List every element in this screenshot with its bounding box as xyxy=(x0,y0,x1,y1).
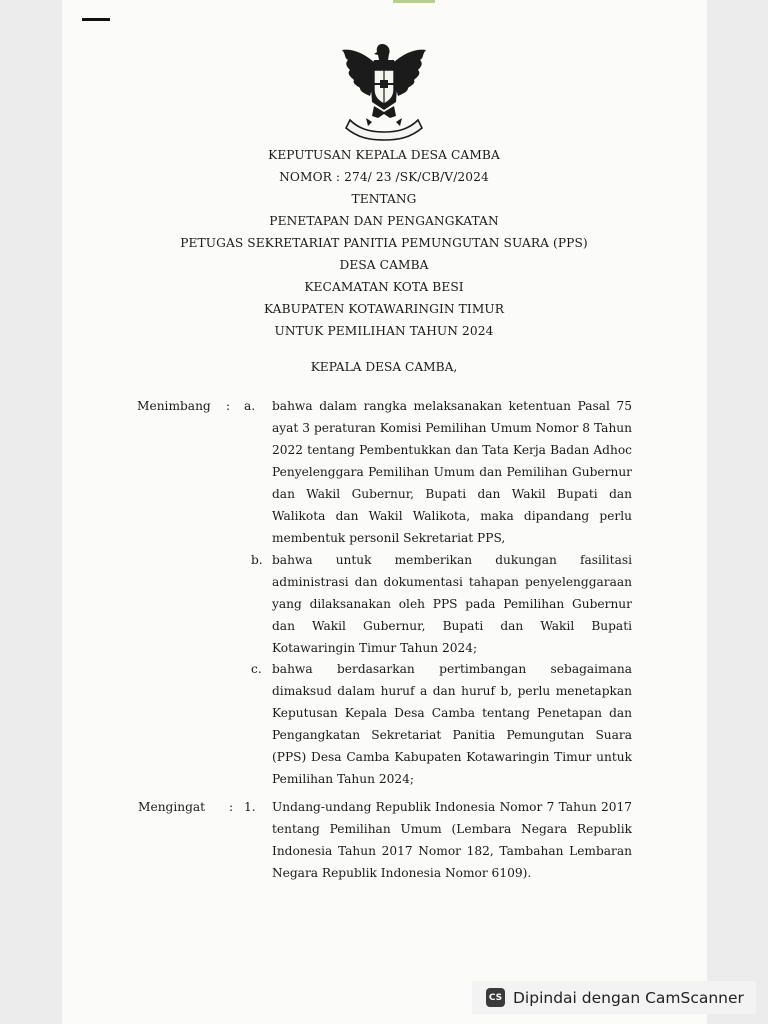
menimbang-item-a: bahwa dalam rangka melaksanakan ketentuan Pasal 75 ayat 3 peraturan Komisi Pemilihan Umum Nomor 8 Tahun 2022 tentang Pembentukkan dan Tata Kerja Badan Adhoc Penyelenggara Pemilihan Umum dan Pemilihan Gubernur dan Wakil Gubernur, Bupati dan Wakil Bupati dan Walikota dan Wakil Walikota, maka dipandang perlu membentuk personil Sekretariat PPS, xyxy=(272,399,632,545)
heading-line-subject-1: PENETAPAN DAN PENGANGKATAN xyxy=(269,214,499,228)
heading-line-village: DESA CAMBA xyxy=(339,258,429,272)
mengingat-marker-1: 1. xyxy=(244,800,256,814)
heading-line-subject-2: PETUGAS SEKRETARIAT PANITIA PEMUNGUTAN SUARA (PPS) xyxy=(180,236,588,250)
menimbang-colon: : xyxy=(226,399,231,413)
mengingat-colon: : xyxy=(229,800,234,814)
heading-line-tentang: TENTANG xyxy=(351,192,417,206)
menimbang-item-b: bahwa untuk memberikan dukungan fasilitasi administrasi dan dokumentasi tahapan penyelenggaraan yang dilaksanakan oleh PPS pada Pemilihan Gubernur dan Wakil Gubernur, Bupati dan Wakil Bupati Kotawaringin Timur Tahun 2024; xyxy=(272,553,632,655)
camscanner-text: Dipindai dengan CamScanner xyxy=(513,988,744,1007)
menimbang-marker-c: c. xyxy=(251,662,262,676)
mengingat-label: Mengingat xyxy=(138,800,206,814)
menimbang-marker-b: b. xyxy=(251,553,263,567)
menimbang-item-c: bahwa berdasarkan pertimbangan sebagaimana dimaksud dalam huruf a dan huruf b, perlu menetapkan Keputusan Kepala Desa Camba tentang Penetapan dan Pengangkatan Sekretariat Panitia Pemungutan Suara (PPS) Desa Camba Kabupaten Kotawaringin Timur untuk Pemilihan Tahun 2024; xyxy=(272,662,632,786)
menimbang-label: Menimbang xyxy=(137,399,211,413)
issuer-title: KEPALA DESA CAMBA, xyxy=(310,360,458,374)
heading-line-district: KECAMATAN KOTA BESI xyxy=(304,280,464,294)
heading-line-regency: KABUPATEN KOTAWARINGIN TIMUR xyxy=(263,302,505,316)
heading-line-title: KEPUTUSAN KEPALA DESA CAMBA xyxy=(268,148,500,162)
heading-line-number: NOMOR : 274/ 23 /SK/CB/V/2024 xyxy=(279,170,489,184)
scan-mark xyxy=(393,0,435,3)
mengingat-item-1: Undang-undang Republik Indonesia Nomor 7 Tahun 2017 tentang Pemilihan Umum (Lembara Negara Republik Indonesia Tahun 2017 Nomor 182, Tambahan Lembaran Negara Republik Indonesia Nomor 6109). xyxy=(272,800,632,880)
decree-heading xyxy=(100,144,668,342)
heading-line-election: UNTUK PEMILIHAN TAHUN 2024 xyxy=(274,324,494,338)
camscanner-watermark xyxy=(472,981,756,1014)
camscanner-logo-icon: CS xyxy=(486,988,505,1007)
menimbang-marker-a: a. xyxy=(244,399,256,413)
garuda-emblem-icon xyxy=(338,40,430,142)
scan-dash-mark xyxy=(82,18,110,21)
